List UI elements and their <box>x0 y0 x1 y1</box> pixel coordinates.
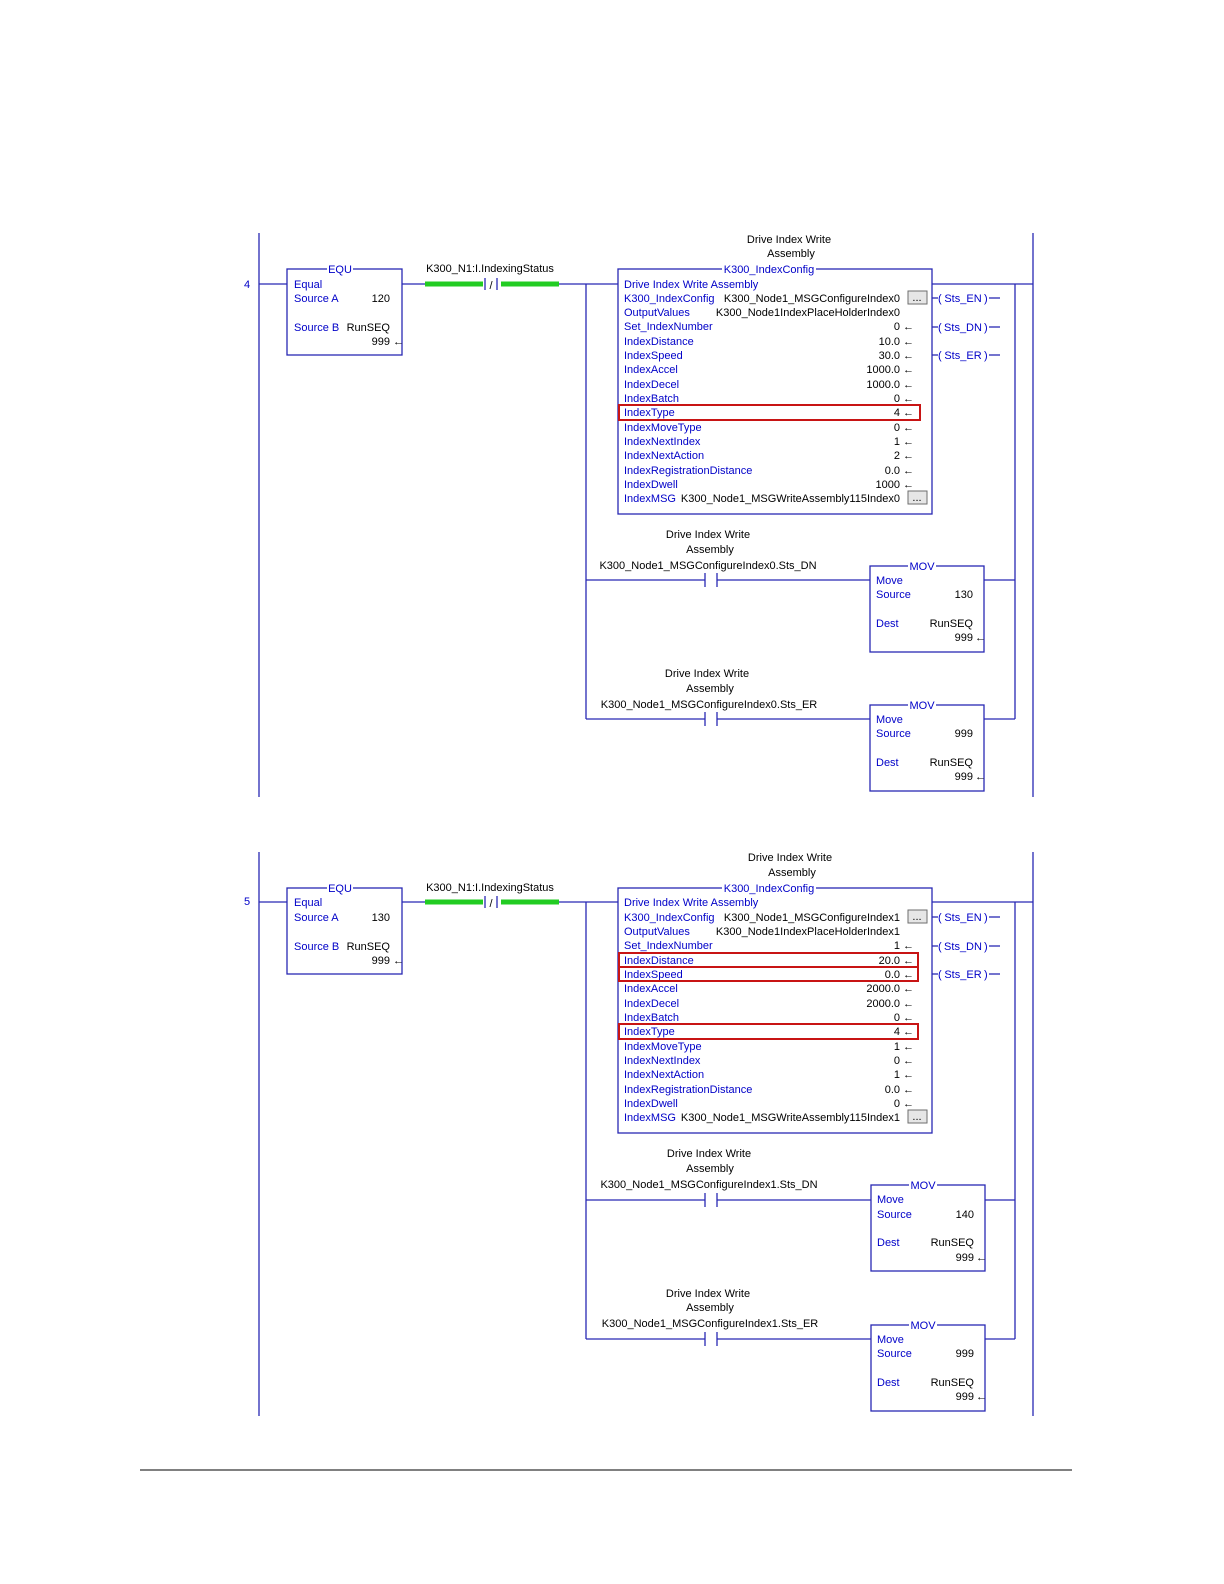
equ-title: EQU <box>328 883 352 895</box>
aoi-outputs <box>932 293 1000 362</box>
mov-instruction[interactable] <box>871 1180 987 1271</box>
arrow-left-icon: ← <box>903 1012 914 1024</box>
rung-number[interactable]: 4 <box>244 279 251 291</box>
branch-sts-dn <box>586 1148 1015 1271</box>
branch-description-line2: Assembly <box>686 544 734 556</box>
branch-sts-er <box>586 1288 1015 1411</box>
browse-button-label: ... <box>912 292 922 304</box>
xic-contact[interactable] <box>705 1193 717 1207</box>
row-label: K300_IndexConfig <box>624 912 715 924</box>
output-left-paren: ( <box>938 969 942 981</box>
row-label: IndexNextAction <box>624 450 705 462</box>
mov-source-label: Source <box>876 589 911 601</box>
arrow-left-icon: ← <box>903 1098 914 1110</box>
mov-source-label: Source <box>877 1348 912 1360</box>
row-label: IndexDwell <box>624 479 678 491</box>
equ-name: Equal <box>294 897 323 909</box>
row-label: IndexDistance <box>624 336 694 348</box>
branch-description-line1: Drive Index Write <box>664 668 750 680</box>
arrow-left-icon: ← <box>903 1041 914 1053</box>
row-label: OutputValues <box>624 926 690 938</box>
row-label: IndexMSG <box>624 493 676 505</box>
row-value[interactable]: K300_Node1_MSGWriteAssembly115Index0 <box>680 493 900 505</box>
equ-source-a-value[interactable]: 120 <box>371 293 390 305</box>
branch-description-line2: Assembly <box>686 683 734 695</box>
row-label: IndexMoveType <box>624 422 702 434</box>
output-left-paren: ( <box>938 322 942 334</box>
arrow-left-icon: ← <box>975 632 986 644</box>
arrow-left-icon: ← <box>903 983 914 995</box>
aoi-title: K300_IndexConfig <box>723 883 815 895</box>
aoi-block[interactable] <box>618 234 932 514</box>
equ-source-a-label: Source A <box>294 912 339 924</box>
equ-source-a-label: Source A <box>294 293 339 305</box>
arrow-left-icon: ← <box>976 1391 987 1403</box>
aoi-row[interactable] <box>624 926 900 938</box>
arrow-left-icon: ← <box>903 379 914 391</box>
contact-symbol: / <box>489 898 493 910</box>
row-label: IndexNextIndex <box>624 436 701 448</box>
arrow-left-icon: ← <box>903 450 914 462</box>
row-value[interactable]: 0 <box>893 1055 900 1067</box>
aoi-row[interactable] <box>624 307 900 319</box>
output-right-paren: ) <box>984 941 988 953</box>
row-label: IndexDwell <box>624 1098 678 1110</box>
output-left-paren: ( <box>938 350 942 362</box>
branch-sts-dn <box>586 529 1015 652</box>
output-left-paren: ( <box>938 912 942 924</box>
row-label: IndexMoveType <box>624 1041 702 1053</box>
mov-dest-value: 999 <box>955 1252 974 1264</box>
output-right-paren: ) <box>984 969 988 981</box>
mov-dest-label: Dest <box>876 757 899 769</box>
mov-instruction[interactable] <box>870 561 986 652</box>
contact-tag[interactable]: K300_N1:I.IndexingStatus <box>426 882 554 894</box>
output-sts-dn[interactable]: Sts_DN <box>944 322 982 334</box>
arrow-left-icon: ← <box>903 1069 914 1081</box>
contact-tag[interactable]: K300_Node1_MSGConfigureIndex1.Sts_ER <box>601 1318 819 1330</box>
equ-source-b-tag[interactable]: RunSEQ <box>346 322 390 334</box>
aoi-row[interactable] <box>624 910 927 924</box>
row-value[interactable]: 0 <box>893 422 900 434</box>
branch-description-line2: Assembly <box>686 1163 734 1175</box>
arrow-left-icon: ← <box>903 1026 914 1038</box>
row-value[interactable]: 30.0 <box>878 350 900 362</box>
mov-source-label: Source <box>876 728 911 740</box>
aoi-description-line2: Assembly <box>767 248 815 260</box>
equ-source-b-value: 999 <box>371 336 390 348</box>
aoi-row[interactable] <box>624 491 927 505</box>
equ-source-b-value: 999 <box>371 955 390 967</box>
equ-title: EQU <box>328 264 352 276</box>
equ-source-b-label: Source B <box>294 322 340 334</box>
xio-contact[interactable] <box>425 263 559 292</box>
arrow-left-icon: ← <box>903 407 914 419</box>
row-value[interactable]: 1000.0 <box>866 364 900 376</box>
output-sts-en[interactable]: Sts_EN <box>944 912 982 924</box>
mov-title: MOV <box>910 1180 936 1192</box>
mov-source-value[interactable]: 140 <box>955 1209 974 1221</box>
arrow-left-icon: ← <box>903 1055 914 1067</box>
row-label: IndexRegistrationDistance <box>624 465 753 477</box>
arrow-left-icon: ← <box>903 479 914 491</box>
row-label: IndexSpeed <box>624 350 683 362</box>
mov-name: Move <box>876 714 903 726</box>
xic-contact[interactable] <box>705 573 717 587</box>
arrow-left-icon: ← <box>903 422 914 434</box>
branch-description-line1: Drive Index Write <box>665 529 751 541</box>
row-label: IndexRegistrationDistance <box>624 1084 753 1096</box>
row-label: IndexAccel <box>624 364 678 376</box>
row-label: IndexBatch <box>624 1012 680 1024</box>
arrow-left-icon: ← <box>975 771 986 783</box>
arrow-left-icon: ← <box>903 465 914 477</box>
row-value[interactable]: 4 <box>893 1026 900 1038</box>
row-label: IndexMSG <box>624 1112 676 1124</box>
output-right-paren: ) <box>984 322 988 334</box>
equ-instruction[interactable] <box>287 264 404 355</box>
mov-title: MOV <box>910 1320 936 1332</box>
row-value[interactable]: 4 <box>893 407 900 419</box>
arrow-left-icon: ← <box>393 336 404 348</box>
row-value[interactable]: 2000.0 <box>866 983 900 995</box>
mov-dest-label: Dest <box>877 1377 900 1389</box>
arrow-left-icon: ← <box>903 350 914 362</box>
row-value[interactable]: 1000.0 <box>866 379 900 391</box>
row-label: IndexDecel <box>624 998 680 1010</box>
mov-dest-value: 999 <box>954 632 973 644</box>
output-right-paren: ) <box>984 912 988 924</box>
row-label: Set_IndexNumber <box>624 321 713 333</box>
browse-button-label: ... <box>912 911 922 923</box>
contact-tag[interactable]: K300_N1:I.IndexingStatus <box>426 263 554 275</box>
output-sts-er[interactable]: Sts_ER <box>944 969 982 981</box>
row-label: IndexSpeed <box>624 969 683 981</box>
row-label: IndexDecel <box>624 379 680 391</box>
row-value[interactable]: 20.0 <box>878 955 900 967</box>
output-sts-er[interactable]: Sts_ER <box>944 350 982 362</box>
row-label: IndexBatch <box>624 393 680 405</box>
mov-source-value[interactable]: 130 <box>954 589 973 601</box>
arrow-left-icon: ← <box>976 1252 987 1264</box>
row-value[interactable]: 0 <box>893 1012 900 1024</box>
xic-contact[interactable] <box>705 1332 717 1346</box>
row-value[interactable]: K300_Node1_MSGWriteAssembly115Index1 <box>680 1112 900 1124</box>
row-value[interactable]: 0.0 <box>884 465 900 477</box>
row-value[interactable]: 1 <box>893 1041 900 1053</box>
branch-description-line1: Drive Index Write <box>665 1288 751 1300</box>
xic-contact[interactable] <box>705 712 717 726</box>
mov-name: Move <box>876 575 903 587</box>
mov-source-label: Source <box>877 1209 912 1221</box>
equ-instruction[interactable] <box>287 883 404 974</box>
row-label: OutputValues <box>624 307 690 319</box>
row-value[interactable]: 0 <box>893 321 900 333</box>
arrow-left-icon: ← <box>903 436 914 448</box>
equ-source-b-tag[interactable]: RunSEQ <box>346 941 390 953</box>
arrow-left-icon: ← <box>393 955 404 967</box>
row-value[interactable]: 0 <box>893 393 900 405</box>
output-left-paren: ( <box>938 941 942 953</box>
mov-dest-tag[interactable]: RunSEQ <box>930 1377 974 1389</box>
rung-4 <box>244 233 1033 797</box>
row-label: K300_IndexConfig <box>624 293 715 305</box>
mov-dest-label: Dest <box>877 1237 900 1249</box>
aoi-title: K300_IndexConfig <box>723 264 815 276</box>
row-value[interactable]: K300_Node1IndexPlaceHolderIndex0 <box>715 307 900 319</box>
browse-button-label: ... <box>912 492 922 504</box>
aoi-outputs <box>932 912 1000 981</box>
output-sts-dn[interactable]: Sts_DN <box>944 941 982 953</box>
aoi-header: Drive Index Write Assembly <box>624 279 759 291</box>
arrow-left-icon: ← <box>903 336 914 348</box>
row-value[interactable]: 2 <box>893 450 900 462</box>
mov-dest-label: Dest <box>876 618 899 630</box>
row-value[interactable]: 0.0 <box>884 969 900 981</box>
mov-dest-value: 999 <box>955 1391 974 1403</box>
aoi-description-line1: Drive Index Write <box>746 234 832 246</box>
branch-description-line1: Drive Index Write <box>666 1148 752 1160</box>
arrow-left-icon: ← <box>903 1084 914 1096</box>
mov-dest-tag[interactable]: RunSEQ <box>929 618 973 630</box>
output-right-paren: ) <box>984 350 988 362</box>
arrow-left-icon: ← <box>903 364 914 376</box>
arrow-left-icon: ← <box>903 998 914 1010</box>
row-value[interactable]: 1000 <box>875 479 900 491</box>
xio-contact[interactable] <box>425 882 559 910</box>
aoi-row[interactable] <box>624 291 927 305</box>
contact-symbol: / <box>489 280 493 292</box>
row-value[interactable]: K300_Node1_MSGConfigureIndex0 <box>723 293 900 305</box>
aoi-description-line2: Assembly <box>768 867 816 879</box>
row-value[interactable]: 1 <box>893 1069 900 1081</box>
aoi-row[interactable] <box>624 1110 927 1124</box>
arrow-left-icon: ← <box>903 969 914 981</box>
row-label: IndexDistance <box>624 955 694 967</box>
output-sts-en[interactable]: Sts_EN <box>944 293 982 305</box>
equ-name: Equal <box>294 279 323 291</box>
row-value[interactable]: 10.0 <box>878 336 900 348</box>
mov-name: Move <box>877 1194 904 1206</box>
row-value[interactable]: 1 <box>893 940 900 952</box>
row-label: Set_IndexNumber <box>624 940 713 952</box>
mov-instruction[interactable] <box>870 700 986 791</box>
aoi-header: Drive Index Write Assembly <box>624 897 759 909</box>
row-label: IndexType <box>624 1026 675 1038</box>
row-value[interactable]: K300_Node1_MSGConfigureIndex1 <box>723 912 900 924</box>
rung-5 <box>244 852 1033 1416</box>
aoi-box[interactable] <box>618 269 932 514</box>
arrow-left-icon: ← <box>903 955 914 967</box>
aoi-box[interactable] <box>618 888 932 1133</box>
arrow-left-icon: ← <box>903 321 914 333</box>
mov-title: MOV <box>909 700 935 712</box>
equ-source-a-value[interactable]: 130 <box>371 912 390 924</box>
mov-dest-value: 999 <box>954 771 973 783</box>
row-value[interactable]: 2000.0 <box>866 998 900 1010</box>
contact-tag[interactable]: K300_Node1_MSGConfigureIndex0.Sts_ER <box>600 699 818 711</box>
rung-number[interactable]: 5 <box>244 896 251 908</box>
row-value[interactable]: 1 <box>893 436 900 448</box>
mov-instruction[interactable] <box>871 1320 987 1411</box>
row-label: IndexAccel <box>624 983 678 995</box>
mov-dest-tag[interactable]: RunSEQ <box>930 1237 974 1249</box>
row-label: IndexNextAction <box>624 1069 705 1081</box>
mov-name: Move <box>877 1334 904 1346</box>
arrow-left-icon: ← <box>903 940 914 952</box>
mov-source-value[interactable]: 999 <box>954 728 973 740</box>
mov-title: MOV <box>909 561 935 573</box>
row-label: IndexType <box>624 407 675 419</box>
browse-button-label: ... <box>912 1111 922 1123</box>
row-value[interactable]: 0.0 <box>884 1084 900 1096</box>
branch-description-line2: Assembly <box>686 1302 734 1314</box>
equ-source-b-label: Source B <box>294 941 340 953</box>
output-left-paren: ( <box>938 293 942 305</box>
aoi-description-line1: Drive Index Write <box>747 852 833 864</box>
aoi-block[interactable] <box>618 852 932 1133</box>
row-label: IndexNextIndex <box>624 1055 701 1067</box>
output-right-paren: ) <box>984 293 988 305</box>
mov-source-value[interactable]: 999 <box>955 1348 974 1360</box>
mov-dest-tag[interactable]: RunSEQ <box>929 757 973 769</box>
row-value[interactable]: 0 <box>893 1098 900 1110</box>
contact-tag[interactable]: K300_Node1_MSGConfigureIndex0.Sts_DN <box>599 560 817 572</box>
contact-tag[interactable]: K300_Node1_MSGConfigureIndex1.Sts_DN <box>600 1179 818 1191</box>
row-value[interactable]: K300_Node1IndexPlaceHolderIndex1 <box>715 926 900 938</box>
branch-sts-er <box>586 668 1015 791</box>
arrow-left-icon: ← <box>903 393 914 405</box>
